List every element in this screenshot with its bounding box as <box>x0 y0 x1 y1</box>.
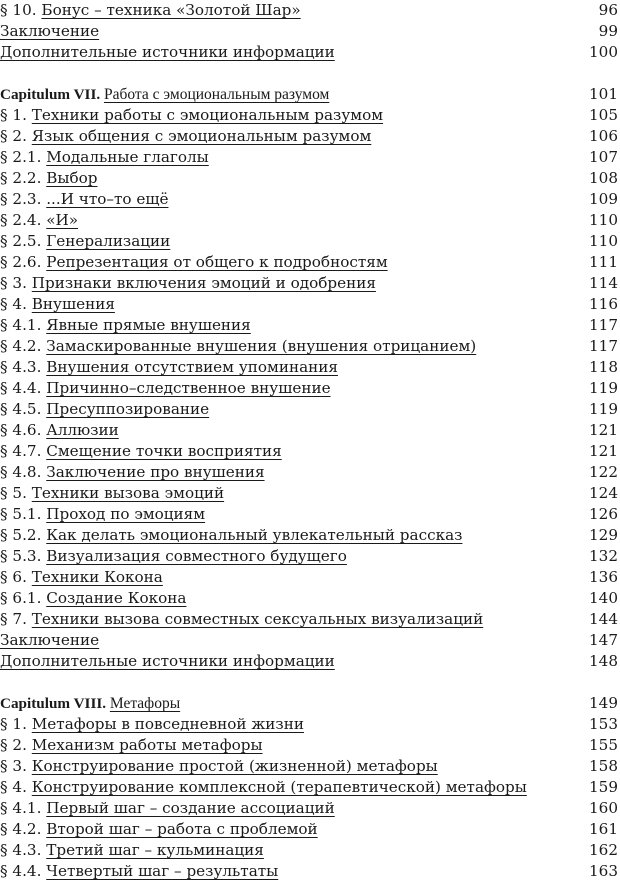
toc-row <box>0 798 620 819</box>
toc-page-number: 110 <box>589 211 618 229</box>
toc-section-number: § 2.4. <box>0 211 47 229</box>
toc-row <box>0 504 620 525</box>
toc-page-number: 105 <box>589 106 618 124</box>
toc-link[interactable]: Техники вызова эмоций <box>31 484 225 502</box>
toc-link[interactable]: Проход по эмоциям <box>46 505 206 523</box>
toc-link[interactable]: Техники работы с эмоциональным разумом <box>31 106 384 124</box>
toc-link[interactable]: Пресуппозирование <box>46 400 210 418</box>
toc-section-number: § 4.3. <box>0 841 47 859</box>
toc-link[interactable]: Замаскированные внушения (внушения отрицанием) <box>46 337 477 355</box>
toc-page-number: 153 <box>589 715 618 733</box>
toc-page-number: 117 <box>589 316 618 334</box>
toc-row <box>0 525 620 546</box>
toc-row <box>0 126 620 147</box>
toc-section-number: § 4.7. <box>0 442 47 460</box>
toc-link[interactable]: Заключение <box>0 631 100 649</box>
toc-chapter-link[interactable]: Работа с эмоциональным разумом <box>103 86 330 103</box>
toc-page-number: 155 <box>589 736 618 754</box>
toc-row <box>0 21 620 42</box>
toc-page-number: 126 <box>589 505 618 523</box>
toc-page-number: 109 <box>589 190 618 208</box>
toc-row <box>0 861 620 882</box>
toc-link[interactable]: Заключение про внушения <box>46 463 265 481</box>
toc-section-number: § 3. <box>0 757 32 775</box>
toc-section-number: § 3. <box>0 274 32 292</box>
toc-link[interactable]: Метафоры в повседневной жизни <box>31 715 304 733</box>
toc-row <box>0 420 620 441</box>
toc-section-number: § 1. <box>0 715 32 733</box>
toc-link[interactable]: Язык общения с эмоциональным разумом <box>31 127 372 145</box>
toc-row <box>0 840 620 861</box>
toc-page-number: 140 <box>589 589 618 607</box>
toc-row <box>0 588 620 609</box>
toc-page-number: 129 <box>589 526 618 544</box>
toc-link[interactable]: Внушения отсутствием упоминания <box>46 358 338 376</box>
toc-row <box>0 651 620 672</box>
toc-page-number: 121 <box>589 442 618 460</box>
toc-link[interactable]: Генерализации <box>46 232 171 250</box>
toc-page-number: 117 <box>589 337 618 355</box>
toc-link[interactable]: Дополнительные источники информации <box>0 43 335 61</box>
toc-section-number: § 4.1. <box>0 799 47 817</box>
toc-page-number: 124 <box>589 484 618 502</box>
toc-link[interactable]: Первый шаг – создание ассоциаций <box>46 799 335 817</box>
toc-link[interactable]: Дополнительные источники информации <box>0 652 335 670</box>
toc-page-number: 99 <box>598 22 618 40</box>
toc-link[interactable]: Как делать эмоциональный увлекательный рассказ <box>46 526 463 544</box>
toc-section-number: § 10. <box>0 1 42 19</box>
toc-page-number: 149 <box>589 694 618 712</box>
toc-page-number: 158 <box>589 757 618 775</box>
toc-row <box>0 189 620 210</box>
toc-row <box>0 378 620 399</box>
toc-row <box>0 483 620 504</box>
toc-section-number: § 4.6. <box>0 421 47 439</box>
toc-section-number: § 7. <box>0 610 32 628</box>
toc-page-number: 116 <box>589 295 618 313</box>
toc-section-number: § 2. <box>0 736 32 754</box>
toc-page-number: 110 <box>589 232 618 250</box>
toc-row <box>0 315 620 336</box>
toc-row <box>0 399 620 420</box>
toc-link[interactable]: ...И что–то ещё <box>46 190 169 208</box>
toc-row <box>0 756 620 777</box>
toc-section-number: § 4.4. <box>0 379 47 397</box>
toc-link[interactable]: Внушения <box>31 295 115 313</box>
toc-section-number: § 5. <box>0 484 32 502</box>
toc-link[interactable]: «И» <box>46 211 79 229</box>
toc-row <box>0 252 620 273</box>
toc-row <box>0 0 620 21</box>
toc-section-number: § 4.2. <box>0 337 47 355</box>
toc-page-number: 122 <box>589 463 618 481</box>
toc-chapter-row <box>0 693 620 714</box>
toc-row <box>0 210 620 231</box>
toc-section-number: § 2. <box>0 127 32 145</box>
toc-chapter-row <box>0 84 620 105</box>
toc-row <box>0 735 620 756</box>
toc-page-number: 119 <box>589 379 618 397</box>
toc-section-number: § 4.1. <box>0 316 47 334</box>
toc-row <box>0 147 620 168</box>
toc-row <box>0 105 620 126</box>
toc-page-number: 119 <box>589 400 618 418</box>
toc-section-number: § 4.3. <box>0 358 47 376</box>
toc-section-number: § 4.2. <box>0 820 47 838</box>
toc-page-number: 148 <box>589 652 618 670</box>
toc-link[interactable]: Модальные глаголы <box>46 148 209 166</box>
toc-page-number: 101 <box>589 85 618 103</box>
toc-page-number: 161 <box>589 820 618 838</box>
toc-row <box>0 546 620 567</box>
toc-row <box>0 42 620 63</box>
toc-row <box>0 714 620 735</box>
toc-link[interactable]: Четвертый шаг – результаты <box>46 862 279 880</box>
toc-page-number: 108 <box>589 169 618 187</box>
toc-section-number: § 5.1. <box>0 505 47 523</box>
toc-section-number: § 2.2. <box>0 169 47 187</box>
toc-row <box>0 567 620 588</box>
toc-link[interactable]: Смещение точки восприятия <box>46 442 282 460</box>
toc-section-number: § 4. <box>0 778 32 796</box>
toc-row <box>0 336 620 357</box>
toc-page-number: 144 <box>589 610 618 628</box>
toc-section-number: § 2.5. <box>0 232 47 250</box>
toc-row <box>0 168 620 189</box>
toc-chapter-link[interactable]: Метафоры <box>109 695 181 712</box>
toc-page-number: 159 <box>589 778 618 796</box>
toc-section-number: § 6. <box>0 568 32 586</box>
toc-section-number: § 2.3. <box>0 190 47 208</box>
toc-link[interactable]: Создание Кокона <box>46 589 187 607</box>
toc-page-number: 162 <box>589 841 618 859</box>
toc-link[interactable]: Явные прямые внушения <box>46 316 251 334</box>
toc-link[interactable]: Репрезентация от общего к подробностям <box>46 253 388 271</box>
toc-row <box>0 357 620 378</box>
toc-row <box>0 441 620 462</box>
toc-link[interactable]: Аллюзии <box>46 421 119 439</box>
toc-page-number: 118 <box>589 358 618 376</box>
toc-section-number: § 6.1. <box>0 589 47 607</box>
toc-row <box>0 777 620 798</box>
toc-link[interactable]: Третий шаг – кульминация <box>46 841 264 859</box>
toc-link[interactable]: Визуализация совместного будущего <box>46 547 347 565</box>
toc-page-number: 132 <box>589 547 618 565</box>
toc-section-number: § 4.8. <box>0 463 47 481</box>
toc-section-number: § 4.5. <box>0 400 47 418</box>
toc-page-number: 111 <box>589 253 618 271</box>
toc-link[interactable]: Конструирование комплексной (терапевтической) метафоры <box>31 778 527 796</box>
toc-link[interactable]: Техники Кокона <box>31 568 163 586</box>
toc-page-number: 106 <box>589 127 618 145</box>
toc-page-number: 114 <box>589 274 618 292</box>
toc-row <box>0 231 620 252</box>
toc-row <box>0 462 620 483</box>
toc-link[interactable]: Механизм работы метафоры <box>31 736 263 754</box>
toc-link[interactable]: Признаки включения эмоций и одобрения <box>31 274 376 292</box>
toc-page-number: 96 <box>598 1 618 19</box>
toc-section-number: § 1. <box>0 106 32 124</box>
chapter-number: Capitulum VII. <box>0 86 104 103</box>
toc-page-number: 160 <box>589 799 618 817</box>
toc-section-number: § 5.3. <box>0 547 47 565</box>
toc-row <box>0 609 620 630</box>
toc-page-number: 107 <box>589 148 618 166</box>
toc-link[interactable]: Заключение <box>0 22 100 40</box>
toc-link[interactable]: Бонус – техника «Золотой Шар» <box>41 1 301 19</box>
toc-row <box>0 630 620 651</box>
toc-section-number: § 4. <box>0 295 32 313</box>
toc-row <box>0 819 620 840</box>
toc-row <box>0 294 620 315</box>
toc-link[interactable]: Техники вызова совместных сексуальных визуализаций <box>31 610 484 628</box>
toc-section-number: § 4.4. <box>0 862 47 880</box>
toc-section-number: § 5.2. <box>0 526 47 544</box>
toc-section-number: § 2.6. <box>0 253 47 271</box>
toc-link[interactable]: Конструирование простой (жизненной) метафоры <box>31 757 438 775</box>
toc-page-number: 100 <box>589 43 618 61</box>
toc-page-number: 147 <box>589 631 618 649</box>
toc-row <box>0 273 620 294</box>
toc-section-number: § 2.1. <box>0 148 47 166</box>
toc-page-number: 121 <box>589 421 618 439</box>
toc-link[interactable]: Выбор <box>46 169 98 187</box>
toc-link[interactable]: Причинно–следственное внушение <box>46 379 331 397</box>
toc-page-number: 136 <box>589 568 618 586</box>
toc-link[interactable]: Второй шаг – работа с проблемой <box>46 820 318 838</box>
toc-page-number: 163 <box>589 862 618 880</box>
chapter-number: Capitulum VIII. <box>0 695 110 712</box>
